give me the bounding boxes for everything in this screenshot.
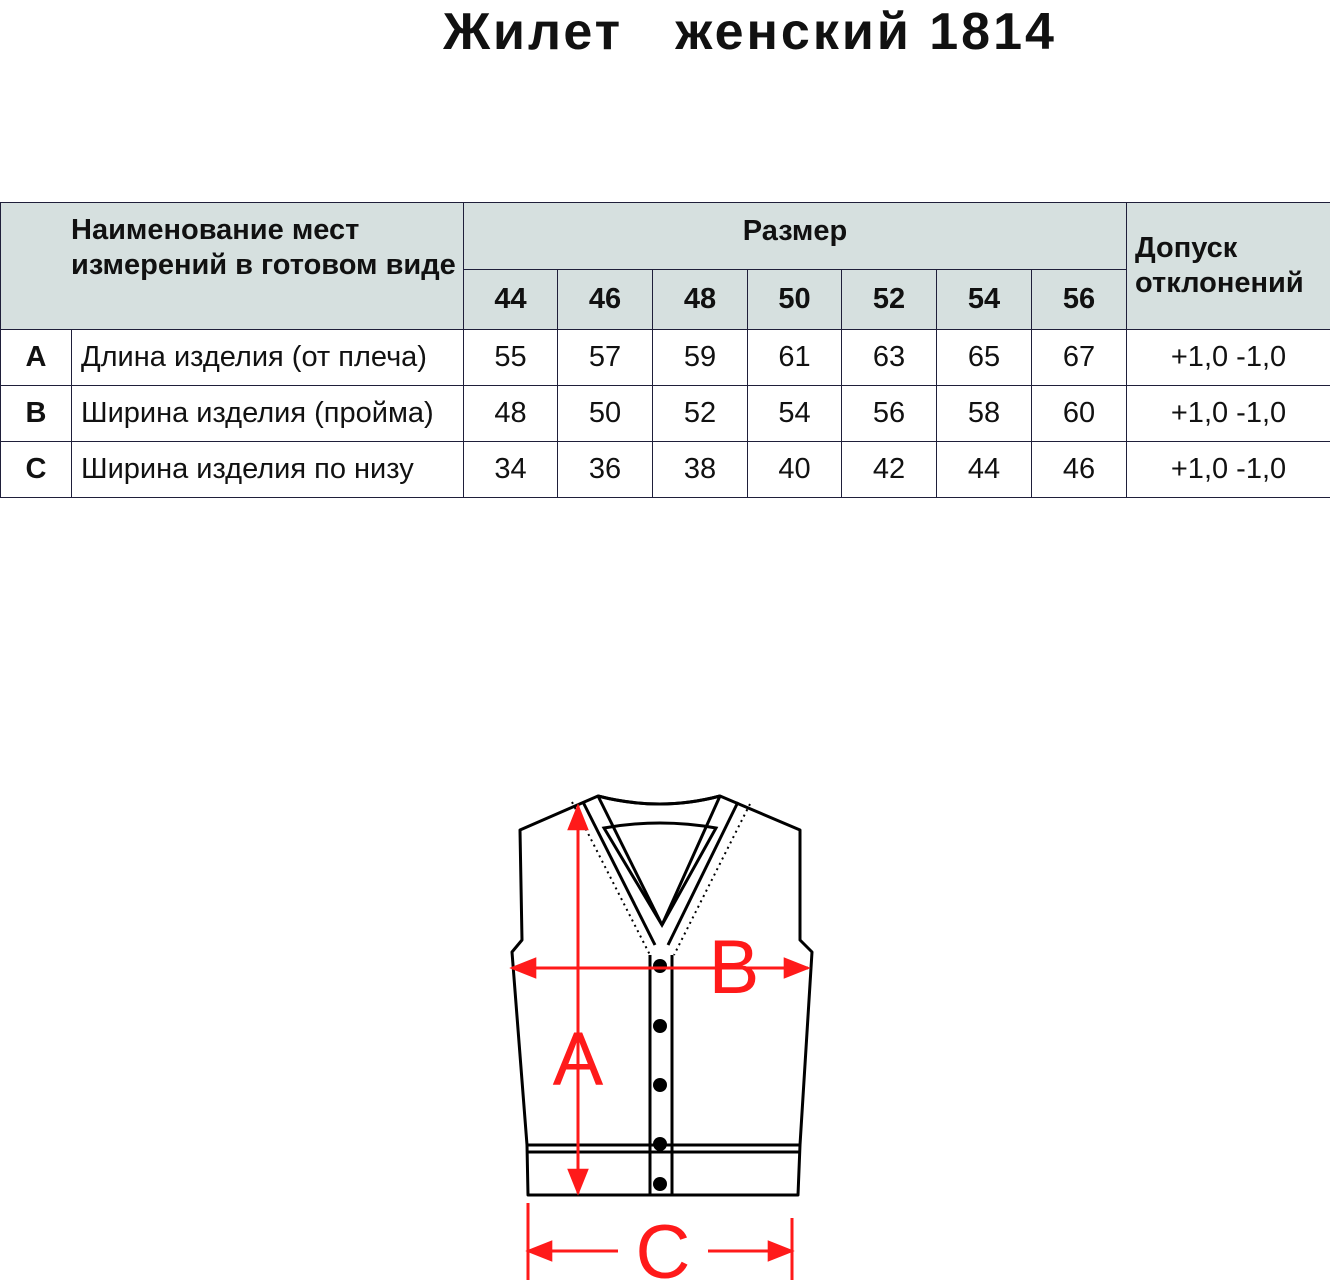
button-icon xyxy=(653,1137,667,1151)
header-size: Размер xyxy=(464,203,1127,270)
vest-placket xyxy=(650,955,672,1195)
table-cell: 50 xyxy=(558,386,653,442)
label-b: B xyxy=(708,925,760,1010)
table-cell: 60 xyxy=(1032,386,1127,442)
table-cell: 58 xyxy=(937,386,1032,442)
table-cell: 52 xyxy=(653,386,748,442)
header-measurement-name: Наименование мест измерений в готовом виде xyxy=(1,203,464,330)
table-cell: 67 xyxy=(1032,330,1127,386)
size-column-header: 52 xyxy=(842,270,937,330)
size-column-header: 48 xyxy=(653,270,748,330)
tolerance-cell: +1,0 -1,0 xyxy=(1127,442,1330,498)
table-cell: 38 xyxy=(653,442,748,498)
table-cell: 63 xyxy=(842,330,937,386)
button-icon xyxy=(653,1177,667,1191)
size-column-header: 56 xyxy=(1032,270,1127,330)
table-cell: 46 xyxy=(1032,442,1127,498)
row-letter: B xyxy=(1,386,72,442)
table-cell: 34 xyxy=(464,442,558,498)
size-column-header: 50 xyxy=(748,270,842,330)
label-a: A xyxy=(552,1017,604,1102)
button-icon xyxy=(653,1019,667,1033)
table-cell: 36 xyxy=(558,442,653,498)
label-c: C xyxy=(635,1210,691,1280)
table-cell: 61 xyxy=(748,330,842,386)
table-cell: 44 xyxy=(937,442,1032,498)
table-cell: 42 xyxy=(842,442,937,498)
table-cell: 54 xyxy=(748,386,842,442)
table-cell: 56 xyxy=(842,386,937,442)
size-column-header: 44 xyxy=(464,270,558,330)
table-cell: 57 xyxy=(558,330,653,386)
size-column-header: 46 xyxy=(558,270,653,330)
row-label: Ширина изделия (пройма) xyxy=(72,386,464,442)
button-icon xyxy=(653,959,667,973)
row-letter: C xyxy=(1,442,72,498)
row-label: Ширина изделия по низу xyxy=(72,442,464,498)
tolerance-cell: +1,0 -1,0 xyxy=(1127,330,1330,386)
header-tolerance: Допуск отклонений xyxy=(1127,203,1330,330)
button-icon xyxy=(653,1078,667,1092)
table-cell: 55 xyxy=(464,330,558,386)
vest-collar xyxy=(583,796,738,945)
row-letter: A xyxy=(1,330,72,386)
table-cell: 59 xyxy=(653,330,748,386)
size-column-header: 54 xyxy=(937,270,1032,330)
table-cell: 40 xyxy=(748,442,842,498)
table-cell: 65 xyxy=(937,330,1032,386)
row-label: Длина изделия (от плеча) xyxy=(72,330,464,386)
page-title: Жилет женский 1814 xyxy=(443,3,1057,61)
tolerance-cell: +1,0 -1,0 xyxy=(1127,386,1330,442)
vest-buttons xyxy=(653,959,667,1191)
vest-outline xyxy=(512,796,812,1195)
table-cell: 48 xyxy=(464,386,558,442)
